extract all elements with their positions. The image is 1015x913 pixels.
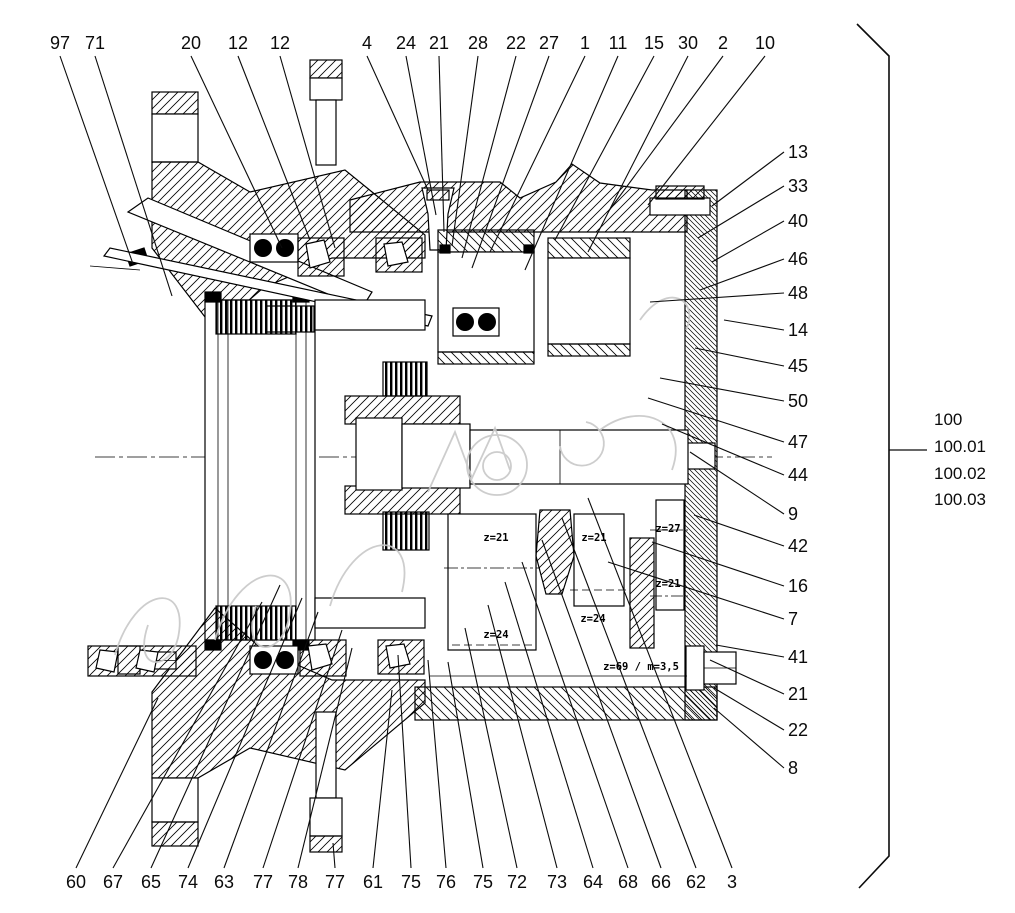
assembly-ref-label: 100 (934, 410, 963, 429)
gear-annotation: z=21 (483, 532, 509, 544)
callout-label: 63 (213, 872, 235, 892)
callout-label: 72 (506, 872, 528, 892)
callout-label: 75 (472, 872, 494, 892)
callout-label: 77 (324, 872, 346, 892)
callout-label: 3 (726, 872, 738, 892)
callout-label: 73 (546, 872, 568, 892)
callout-label: 75 (400, 872, 422, 892)
callout-label: 42 (788, 536, 809, 556)
callout-label: 64 (582, 872, 604, 892)
callout-label: 77 (252, 872, 274, 892)
callout-label: 21 (428, 33, 450, 53)
ring-gear (656, 500, 684, 610)
callout-label: 62 (685, 872, 707, 892)
callout-label: 47 (788, 432, 809, 452)
callout-label: 8 (788, 758, 799, 778)
callout-label: 14 (788, 320, 809, 340)
callout-label: 68 (617, 872, 639, 892)
assembly-ref-label: 100.03 (934, 490, 986, 509)
assembly-ref-label: 100.02 (934, 464, 986, 483)
callout-label: 30 (677, 33, 699, 53)
gear-annotation: z=24 (580, 613, 606, 625)
callout-label: 28 (467, 33, 489, 53)
callout-label: 76 (435, 872, 457, 892)
callout-label: 13 (788, 142, 809, 162)
callout-label: 21 (788, 684, 809, 704)
gear-annotation: z=24 (483, 629, 509, 641)
taper-bearing-top-right (376, 238, 422, 272)
callout-label: 7 (788, 609, 799, 629)
callout-label: 65 (140, 872, 162, 892)
callout-label: 4 (361, 33, 373, 53)
callout-label: 40 (788, 211, 809, 231)
assembly-ref-label: 100.01 (934, 437, 986, 456)
callout-label: 66 (650, 872, 672, 892)
callout-label: 20 (180, 33, 202, 53)
gear-annotation: z=21 (655, 578, 681, 590)
callout-label: 22 (505, 33, 527, 53)
taper-bearing-top-left (298, 238, 344, 276)
taper-bearing-bottom-right (378, 640, 424, 674)
callout-label: 24 (395, 33, 417, 53)
gear-annotation: z=21 (581, 532, 607, 544)
axle-bearing-band (88, 646, 196, 676)
callout-label: 22 (788, 720, 809, 740)
callout-label: 10 (754, 33, 776, 53)
gear-annotation: z=27 (655, 523, 681, 535)
callout-label: 41 (788, 647, 809, 667)
taper-bearing-bottom-left (300, 640, 346, 676)
callout-label: 2 (717, 33, 729, 53)
callout-label: 16 (788, 576, 809, 596)
callout-label: 67 (102, 872, 124, 892)
callout-label: 9 (788, 504, 799, 524)
callout-label: 45 (788, 356, 809, 376)
callout-label: 71 (84, 33, 106, 53)
seal-cartridge-mid (453, 308, 499, 336)
callout-label: 44 (788, 465, 809, 485)
seal-cartridge-bottom (250, 646, 298, 674)
callout-label: 33 (788, 176, 809, 196)
callout-label: 12 (227, 33, 249, 53)
callout-label: 12 (269, 33, 291, 53)
callout-label: 11 (608, 33, 628, 53)
callout-label: 1 (579, 33, 591, 53)
callout-label: 15 (643, 33, 665, 53)
callout-label: 50 (788, 391, 809, 411)
callout-label: 46 (788, 249, 809, 269)
callout-label: 60 (65, 872, 87, 892)
seal-cartridge-top (250, 234, 298, 262)
callout-label: 97 (49, 33, 71, 53)
callout-label: 48 (788, 283, 809, 303)
callout-label: 61 (362, 872, 384, 892)
planet-gear-right (574, 514, 624, 606)
callout-label: 27 (538, 33, 560, 53)
callout-label: 78 (287, 872, 309, 892)
gear-annotation: z=69 / m=3,5 (603, 661, 679, 673)
callout-label: 74 (177, 872, 199, 892)
